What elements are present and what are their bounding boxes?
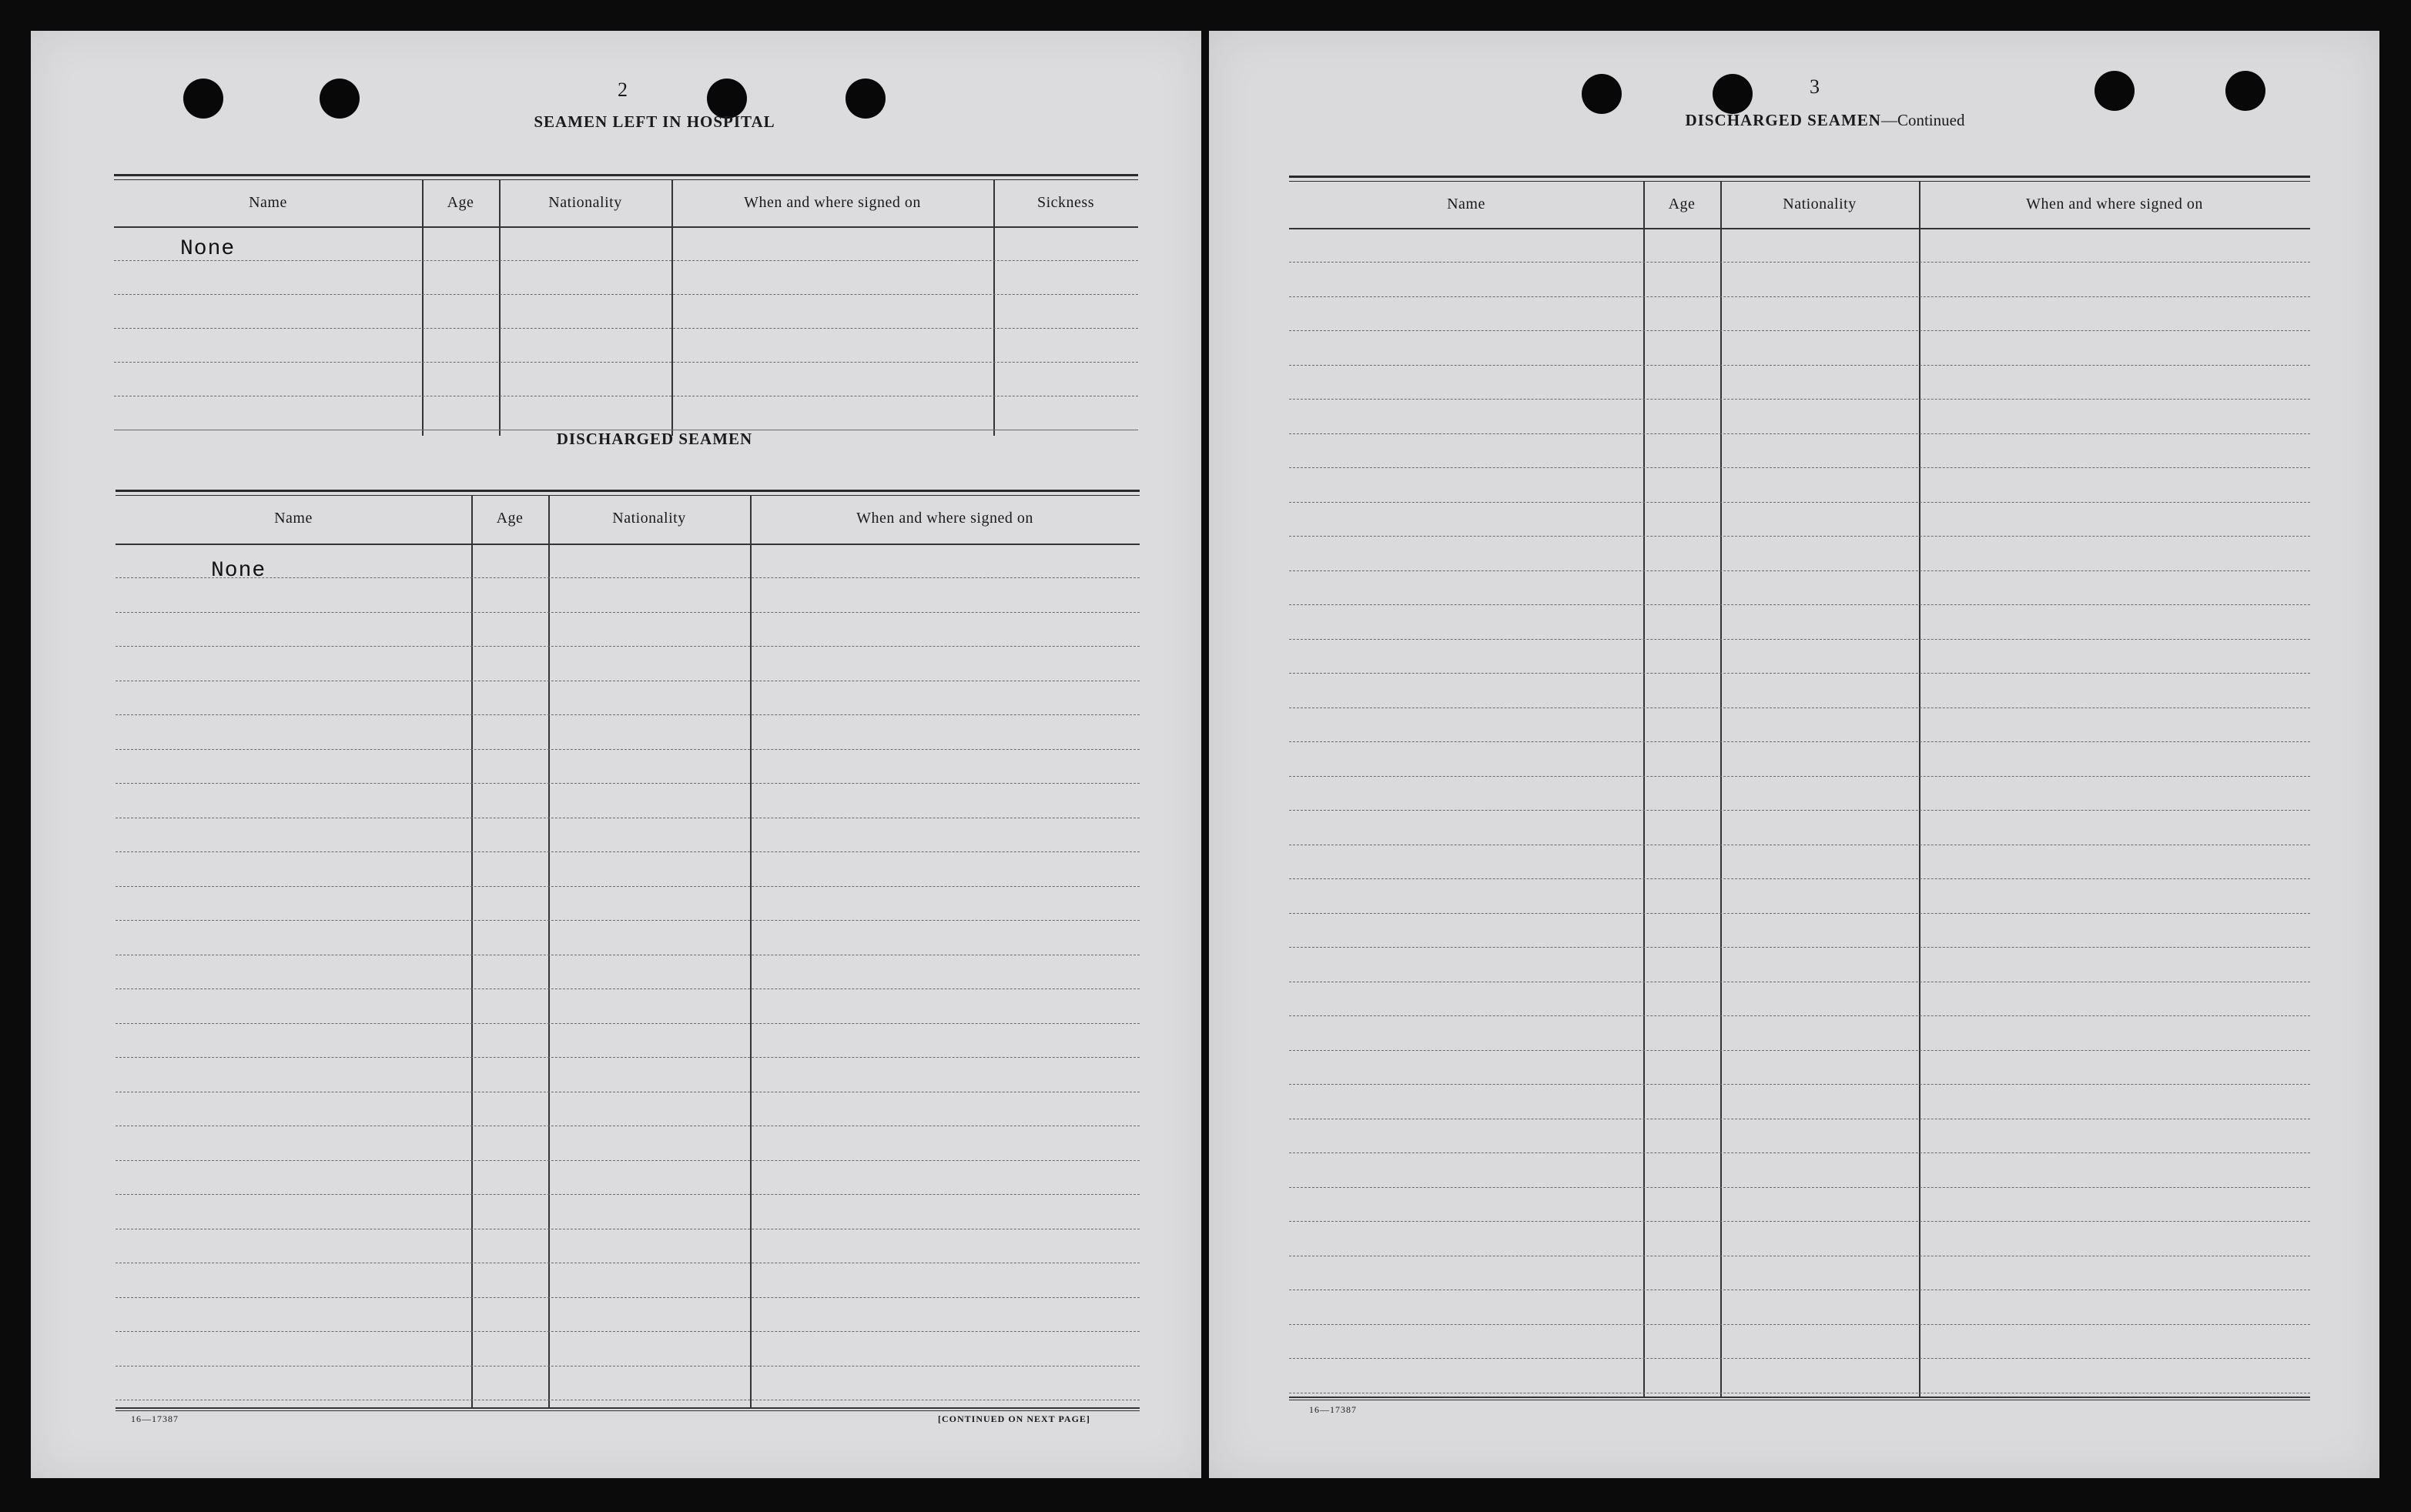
section-title-text: DISCHARGED SEAMEN [1685,111,1881,129]
ruled-line [116,988,1140,989]
col-header-age: Age [447,193,474,211]
ruled-line [1289,1084,2310,1085]
punch-hole [846,79,886,119]
col-header-signed-on: When and where signed on [2026,195,2203,212]
discharged-entry: None [211,559,266,583]
ruled-line [116,714,1140,715]
ruled-line [116,612,1140,613]
ruled-line [1289,810,2310,811]
ruled-line [116,1297,1140,1298]
form-code: 16—17387 [1309,1404,1357,1415]
discharged-continued-title [1625,111,2025,130]
ruled-line [1289,330,2310,331]
ruled-line [1289,776,2310,777]
punch-hole [1582,74,1622,114]
left-page [31,31,1201,1478]
ruled-line [116,749,1140,750]
ruled-line [1289,639,2310,640]
ruled-line [116,886,1140,887]
col-header-name: Name [249,193,287,211]
ruled-line [1289,502,2310,503]
ruled-line [1289,1050,2310,1051]
ruled-line [1289,570,2310,571]
ruled-line [1289,604,2310,605]
col-header-nationality: Nationality [612,509,686,527]
ruled-line [116,1331,1140,1332]
discharged-section-title: DISCHARGED SEAMEN [556,430,753,448]
right-page [1209,31,2379,1478]
punch-hole [2095,71,2135,111]
ruled-line [1289,1324,2310,1325]
ruled-line [116,577,1140,578]
hospital-entry: None [180,237,236,261]
punch-hole [320,79,360,119]
ruled-line [116,1194,1140,1195]
ruled-line [1289,707,2310,708]
section-title-suffix: —Continued [1880,111,1965,129]
page-number: 3 [1810,75,1820,98]
ruled-line [1289,433,2310,434]
ruled-line [1289,467,2310,468]
punch-hole [1713,74,1753,114]
ruled-line [1289,399,2310,400]
col-header-name: Name [274,509,313,527]
page-number: 2 [618,79,628,101]
col-header-signed-on: When and where signed on [856,509,1033,527]
ruled-line [1289,1187,2310,1188]
ruled-line [1289,947,2310,948]
col-header-age: Age [1668,195,1696,212]
ruled-line [1289,365,2310,366]
ruled-line [116,920,1140,921]
ruled-line [1289,1221,2310,1222]
ruled-line [116,783,1140,784]
col-header-signed-on: When and where signed on [744,193,921,211]
ruled-line [1289,1015,2310,1016]
continued-note: [CONTINUED ON NEXT PAGE] [938,1413,1090,1424]
ruled-line [116,646,1140,647]
ruled-line [1289,673,2310,674]
col-header-nationality: Nationality [548,193,622,211]
ruled-line [1289,536,2310,537]
ruled-line [1289,741,2310,742]
hospital-ledger [114,143,1138,443]
ruled-line [1289,913,2310,914]
discharged-ledger-left [116,456,1140,1418]
ruled-line [116,851,1140,852]
ruled-line [116,1023,1140,1024]
col-header-nationality: Nationality [1783,195,1857,212]
col-header-age: Age [496,509,524,527]
punch-hole [2225,71,2265,111]
col-header-sickness: Sickness [1037,193,1094,211]
ruled-line [116,1160,1140,1161]
ruled-line [1289,1358,2310,1359]
hospital-section-title: SEAMEN LEFT IN HOSPITAL [534,112,775,131]
ruled-line [116,1057,1140,1058]
ruled-line [1289,1152,2310,1153]
punch-hole [183,79,223,119]
ruled-line [1289,296,2310,297]
form-code: 16—17387 [131,1413,179,1424]
ruled-line [1289,878,2310,879]
discharged-ledger-right [1289,140,2310,1410]
ruled-line [1289,262,2310,263]
col-header-name: Name [1447,195,1485,212]
